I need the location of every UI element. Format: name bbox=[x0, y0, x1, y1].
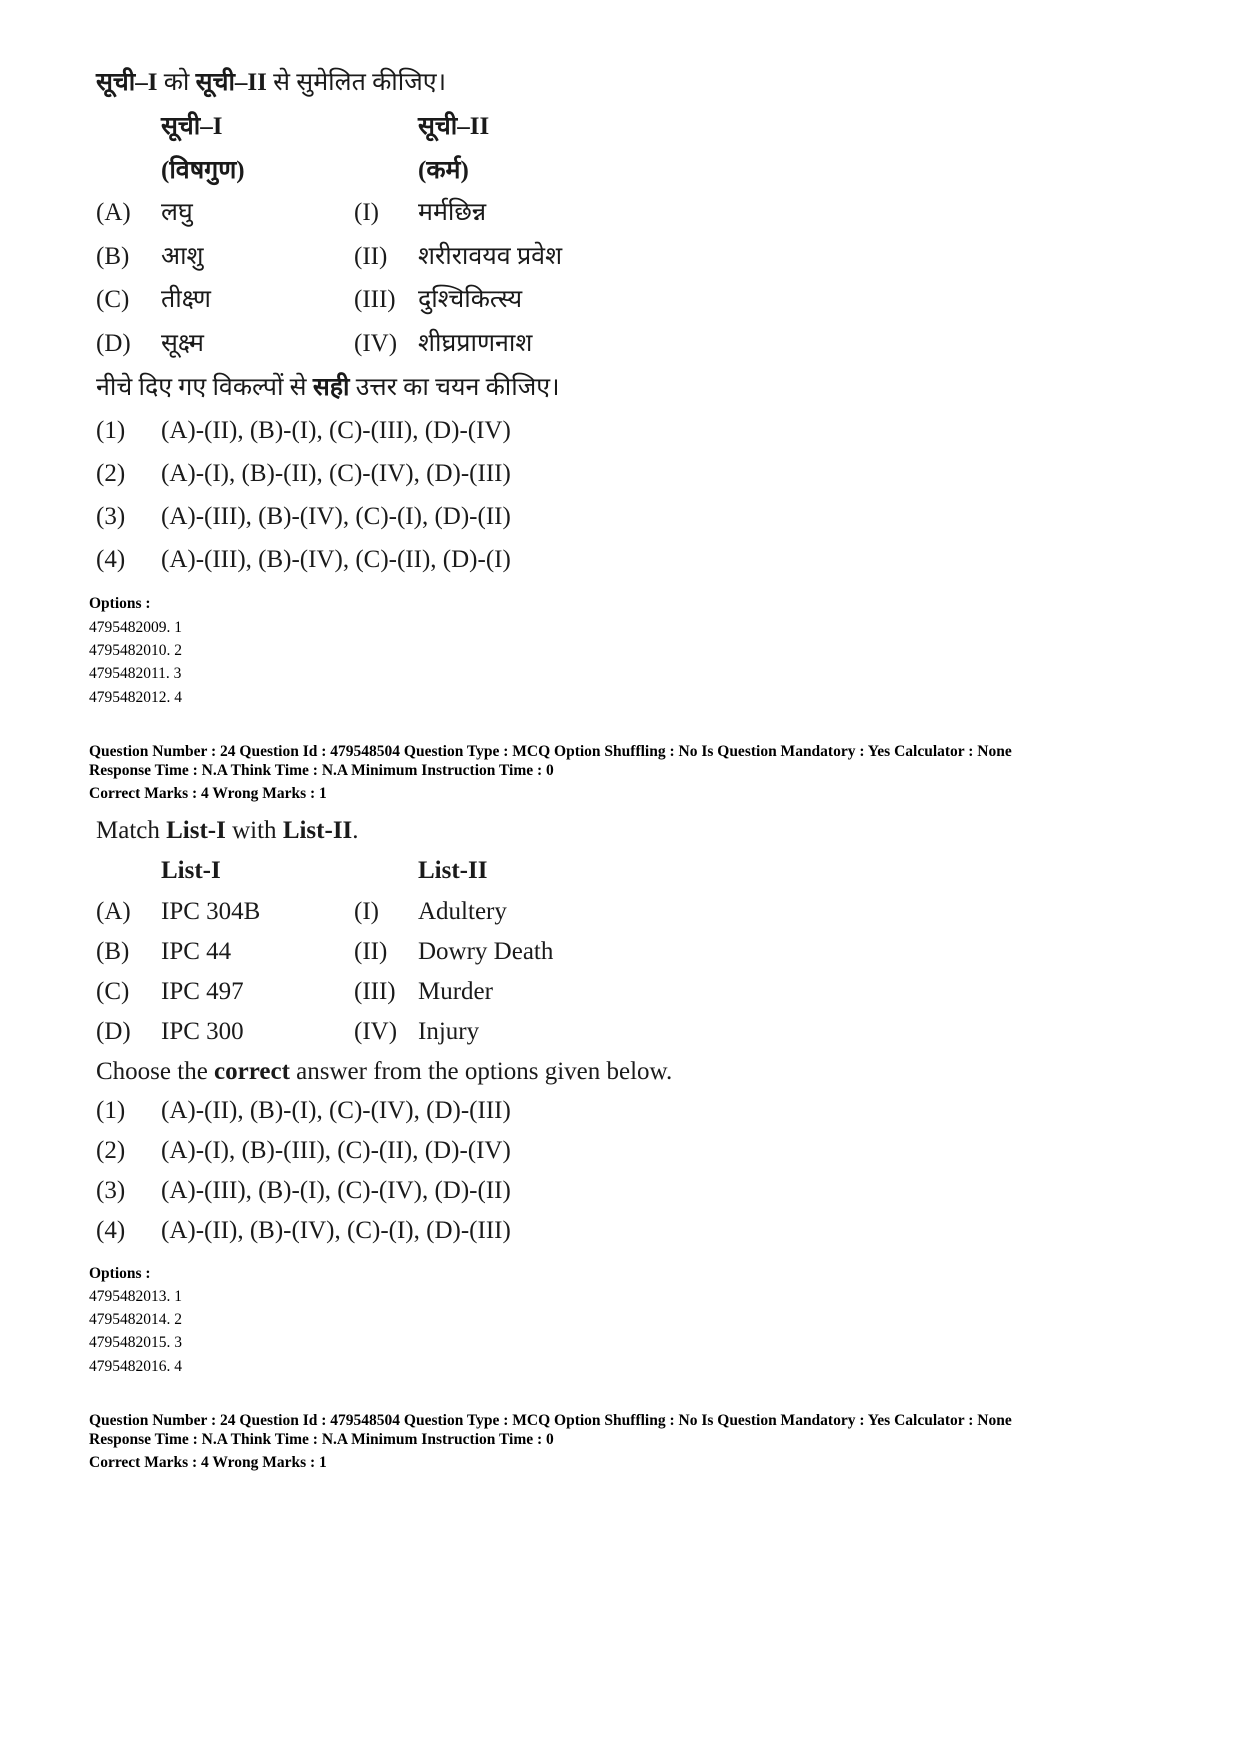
english-row-roman: (II) bbox=[354, 938, 388, 965]
hindi-choice-text: (A)-(II), (B)-(I), (C)-(III), (D)-(IV) bbox=[161, 417, 511, 444]
hindi-row-roman: (IV) bbox=[354, 330, 398, 357]
hindi-instruction-list1: सूची–I bbox=[96, 69, 158, 96]
hindi-row-label: (D) bbox=[96, 330, 131, 357]
option-id: 4795482013. 1 bbox=[89, 1288, 182, 1305]
question-meta-line: Correct Marks : 4 Wrong Marks : 1 bbox=[89, 1454, 327, 1471]
hindi-instruction-suffix: से सुमेलित कीजिए। bbox=[266, 69, 447, 96]
english-row-roman: (IV) bbox=[354, 1018, 398, 1045]
english-choice-number: (3) bbox=[96, 1177, 126, 1204]
english-choose-bold: correct bbox=[214, 1058, 290, 1085]
option-id: 4795482012. 4 bbox=[89, 689, 182, 706]
option-id: 4795482010. 2 bbox=[89, 642, 182, 659]
hindi-list1-subheading: (विषगुण) bbox=[161, 157, 245, 184]
english-row-roman: (III) bbox=[354, 978, 396, 1005]
english-row-item: IPC 304B bbox=[161, 898, 261, 925]
hindi-row-match: शरीरावयव प्रवेश bbox=[418, 243, 563, 270]
english-list2-heading: List-II bbox=[418, 857, 488, 884]
english-instruction-prefix: Match bbox=[96, 817, 167, 844]
english-choose-prefix: Choose the bbox=[96, 1058, 215, 1085]
english-row-match: Dowry Death bbox=[418, 938, 554, 965]
option-id: 4795482014. 2 bbox=[89, 1311, 182, 1328]
question-meta-line: Response Time : N.A Think Time : N.A Minimum Instruction Time : 0 bbox=[89, 1431, 554, 1448]
question-meta-line: Response Time : N.A Think Time : N.A Minimum Instruction Time : 0 bbox=[89, 762, 554, 779]
english-choice-text: (A)-(III), (B)-(I), (C)-(IV), (D)-(II) bbox=[161, 1177, 511, 1204]
question-meta-line: Question Number : 24 Question Id : 479548504 Question Type : MCQ Option Shuffling : No Is Question Mandatory : Yes Calculator : None bbox=[89, 743, 1012, 760]
english-instruction-suffix: . bbox=[352, 817, 359, 844]
english-choose-instruction bbox=[96, 1057, 672, 1087]
hindi-row-label: (B) bbox=[96, 243, 130, 270]
english-row-match: Adultery bbox=[418, 898, 507, 925]
hindi-row-roman: (I) bbox=[354, 199, 379, 226]
english-question bbox=[96, 812, 796, 1252]
english-row-match: Injury bbox=[418, 1018, 480, 1045]
english-row-roman: (I) bbox=[354, 898, 379, 925]
hindi-choice-number: (2) bbox=[96, 460, 126, 487]
option-id: 4795482015. 3 bbox=[89, 1334, 182, 1351]
english-row-item: IPC 44 bbox=[161, 938, 232, 965]
hindi-choose-prefix: नीचे दिए गए विकल्पों से bbox=[96, 374, 313, 401]
option-id: 4795482011. 3 bbox=[89, 665, 182, 682]
hindi-list2-heading: सूची–II bbox=[418, 113, 490, 140]
hindi-row-match: शीघ्रप्राणनाश bbox=[418, 330, 533, 357]
option-id: 4795482009. 1 bbox=[89, 619, 182, 636]
english-choice-number: (4) bbox=[96, 1217, 126, 1244]
english-row-label: (A) bbox=[96, 898, 131, 925]
hindi-row-item: सूक्ष्म bbox=[161, 330, 204, 357]
english-row-label: (D) bbox=[96, 1018, 131, 1045]
hindi-instruction-list2: सूची–II bbox=[195, 69, 267, 96]
question-meta-line: Correct Marks : 4 Wrong Marks : 1 bbox=[89, 785, 327, 802]
hindi-row-label: (C) bbox=[96, 286, 130, 313]
hindi-instruction bbox=[96, 68, 446, 98]
hindi-row-match: मर्मछिन्न bbox=[418, 199, 487, 226]
hindi-choice-number: (3) bbox=[96, 503, 126, 530]
english-instruction-list1: List-I bbox=[166, 817, 226, 844]
english-row-label: (C) bbox=[96, 978, 130, 1005]
question-meta-line: Question Number : 24 Question Id : 479548504 Question Type : MCQ Option Shuffling : No Is Question Mandatory : Yes Calculator : None bbox=[89, 1412, 1012, 1429]
hindi-choice-text: (A)-(III), (B)-(IV), (C)-(II), (D)-(I) bbox=[161, 546, 511, 573]
hindi-choice-number: (4) bbox=[96, 546, 126, 573]
english-row-item: IPC 300 bbox=[161, 1018, 244, 1045]
hindi-choose-bold: सही bbox=[312, 374, 350, 401]
english-choice-text: (A)-(II), (B)-(IV), (C)-(I), (D)-(III) bbox=[161, 1217, 511, 1244]
hindi-choose-suffix: उत्तर का चयन कीजिए। bbox=[349, 374, 560, 401]
english-instruction-middle: with bbox=[225, 817, 283, 844]
hindi-row-item: लघु bbox=[161, 199, 193, 226]
english-list1-heading: List-I bbox=[161, 857, 221, 884]
hindi-row-item: आशु bbox=[161, 243, 204, 270]
english-choice-number: (1) bbox=[96, 1097, 126, 1124]
hindi-instruction-middle: को bbox=[157, 69, 196, 96]
hindi-choice-text: (A)-(I), (B)-(II), (C)-(IV), (D)-(III) bbox=[161, 460, 511, 487]
hindi-choice-text: (A)-(III), (B)-(IV), (C)-(I), (D)-(II) bbox=[161, 503, 511, 530]
options-label: Options : bbox=[89, 595, 151, 612]
english-choice-number: (2) bbox=[96, 1137, 126, 1164]
english-row-label: (B) bbox=[96, 938, 130, 965]
english-row-match: Murder bbox=[418, 978, 493, 1005]
hindi-question bbox=[96, 64, 796, 594]
hindi-row-roman: (II) bbox=[354, 243, 388, 270]
english-choice-text: (A)-(I), (B)-(III), (C)-(II), (D)-(IV) bbox=[161, 1137, 511, 1164]
hindi-row-match: दुश्चिकित्स्य bbox=[418, 286, 523, 313]
english-instruction-list2: List-II bbox=[282, 817, 353, 844]
english-row-item: IPC 497 bbox=[161, 978, 244, 1005]
hindi-choose-instruction bbox=[96, 373, 560, 403]
option-id: 4795482016. 4 bbox=[89, 1358, 182, 1375]
hindi-list1-heading: सूची–I bbox=[161, 113, 223, 140]
hindi-row-item: तीक्ष्ण bbox=[161, 286, 211, 313]
options-label: Options : bbox=[89, 1265, 151, 1282]
english-instruction bbox=[96, 816, 359, 846]
hindi-choice-number: (1) bbox=[96, 417, 126, 444]
hindi-row-roman: (III) bbox=[354, 286, 396, 313]
hindi-list2-subheading: (कर्म) bbox=[418, 157, 469, 184]
english-choose-suffix: answer from the options given below. bbox=[289, 1058, 673, 1085]
hindi-row-label: (A) bbox=[96, 199, 131, 226]
english-choice-text: (A)-(II), (B)-(I), (C)-(IV), (D)-(III) bbox=[161, 1097, 511, 1124]
